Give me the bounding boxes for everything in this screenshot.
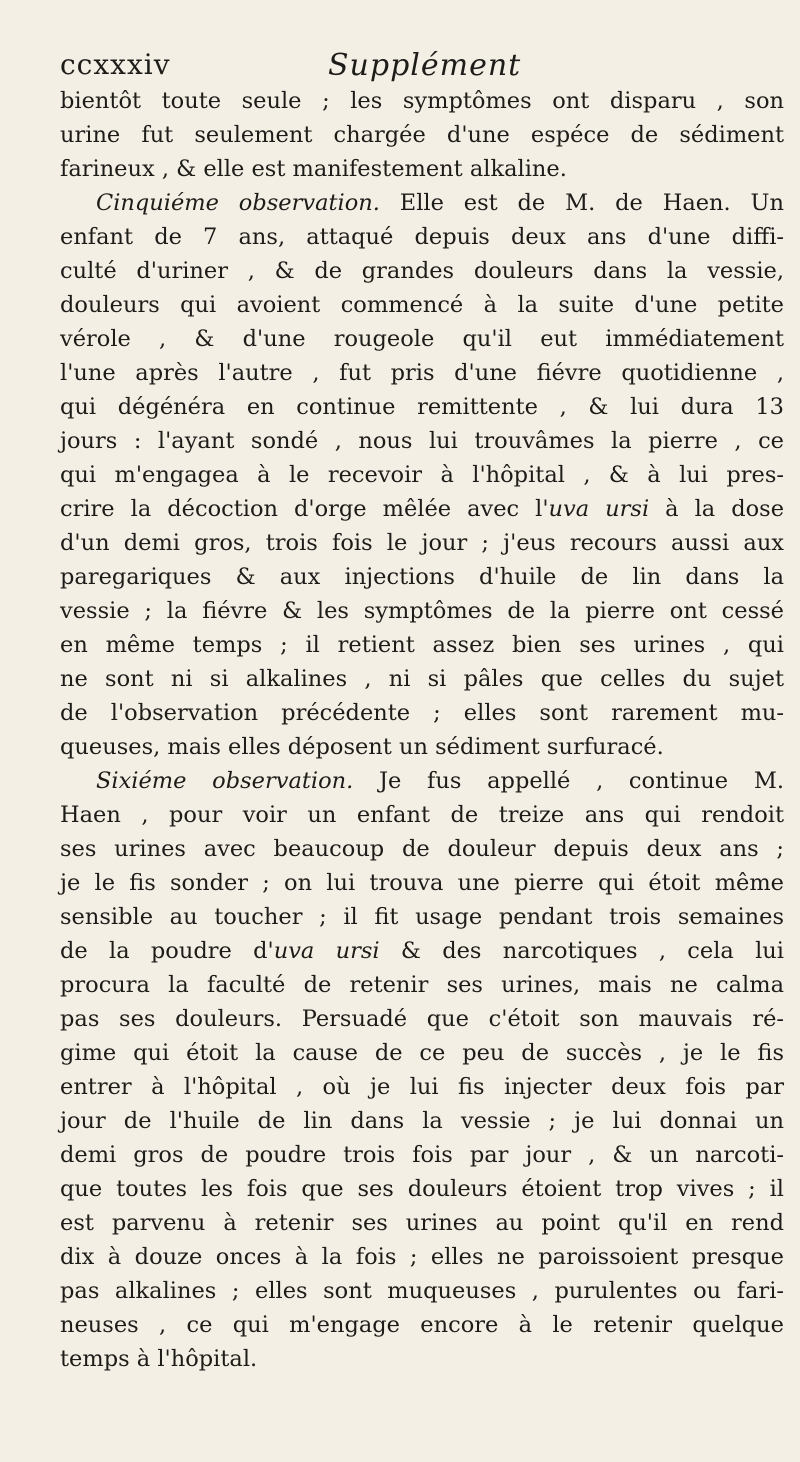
- text-line: Haen , pour voir un enfant de treize ans qui rendoit: [60, 802, 784, 828]
- body-text: [60, 84, 784, 1376]
- text-run: crire la décoction d'orge mêlée avec l': [60, 496, 549, 522]
- text-line: vessie ; la fiévre & les symptômes de la pierre ont cessé: [60, 598, 784, 624]
- text-line: d'un demi gros, trois fois le jour ; j'eus recours aussi aux: [60, 530, 784, 556]
- text-line: paregariques & aux injections d'huile de lin dans la: [60, 564, 784, 590]
- text-line: [60, 492, 784, 526]
- text-line: bientôt toute seule ; les symptômes ont disparu , son: [60, 88, 784, 114]
- page-number: ccxxxiv: [60, 48, 171, 81]
- text-line: entrer à l'hôpital , où je lui fis injecter deux fois par: [60, 1074, 784, 1100]
- text-line: vérole , & d'une rougeole qu'il eut immédiatement: [60, 326, 784, 352]
- text-line: jours : l'ayant sondé , nous lui trouvâmes la pierre , ce: [60, 428, 784, 454]
- text-line: [60, 186, 784, 220]
- text-line: procura la faculté de retenir ses urines, mais ne calma: [60, 972, 784, 998]
- text-run: de la poudre d': [60, 938, 274, 964]
- text-line: de l'observation précédente ; elles sont rarement mu-: [60, 700, 784, 726]
- text-line: [60, 764, 784, 798]
- text-line: jour de l'huile de lin dans la vessie ; je lui donnai un: [60, 1108, 784, 1134]
- text-line: temps à l'hôpital.: [60, 1346, 258, 1372]
- text-line: urine fut seulement chargée d'une espéce de sédiment: [60, 122, 784, 148]
- text-line: qui m'engagea à le recevoir à l'hôpital , & à lui pres-: [60, 462, 784, 488]
- running-title: Supplément: [328, 48, 522, 83]
- text-line: l'une après l'autre , fut pris d'une fiévre quotidienne ,: [60, 360, 784, 386]
- text-line: ses urines avec beaucoup de douleur depuis deux ans ;: [60, 836, 784, 862]
- text-run: & des narcotiques , cela lui: [379, 938, 784, 964]
- italic-text-run: uva ursi: [273, 938, 380, 964]
- text-line: sensible au toucher ; il fit usage pendant trois semaines: [60, 904, 784, 930]
- text-line: je le fis sonder ; on lui trouva une pierre qui étoit même: [60, 870, 784, 896]
- text-line: farineux , & elle est manifestement alkaline.: [60, 156, 567, 182]
- text-line: douleurs qui avoient commencé à la suite d'une petite: [60, 292, 784, 318]
- italic-text-run: Sixiéme observation.: [96, 768, 354, 794]
- text-line: gime qui étoit la cause de ce peu de succès , je le fis: [60, 1040, 784, 1066]
- text-run: à la dose: [649, 496, 785, 522]
- text-line: que toutes les fois que ses douleurs étoient trop vives ; il: [60, 1176, 784, 1202]
- text-run: Je fus appellé , continue M.: [353, 768, 785, 794]
- text-line: en même temps ; il retient assez bien ses urines , qui: [60, 632, 784, 658]
- text-run: Elle est de M. de Haen. Un: [379, 190, 784, 216]
- text-line: qui dégénéra en continue remittente , & lui dura 13: [60, 394, 784, 420]
- text-line: [60, 934, 784, 968]
- italic-text-run: uva ursi: [548, 496, 650, 522]
- text-line: demi gros de poudre trois fois par jour , & un narcoti-: [60, 1142, 784, 1168]
- italic-text-run: Cinquiéme observation.: [96, 190, 380, 216]
- text-line: enfant de 7 ans, attaqué depuis deux ans d'une diffi-: [60, 224, 784, 250]
- text-line: dix à douze onces à la fois ; elles ne paroissoient presque: [60, 1244, 784, 1270]
- text-line: neuses , ce qui m'engage encore à le retenir quelque: [60, 1312, 784, 1338]
- text-line: pas alkalines ; elles sont muqueuses , purulentes ou fari-: [60, 1278, 784, 1304]
- text-line: est parvenu à retenir ses urines au point qu'il en rend: [60, 1210, 784, 1236]
- text-line: pas ses douleurs. Persuadé que c'étoit son mauvais ré-: [60, 1006, 784, 1032]
- text-line: culté d'uriner , & de grandes douleurs dans la vessie,: [60, 258, 784, 284]
- text-line: ne sont ni si alkalines , ni si pâles que celles du sujet: [60, 666, 784, 692]
- text-line: queuses, mais elles déposent un sédiment surfuracé.: [60, 734, 664, 760]
